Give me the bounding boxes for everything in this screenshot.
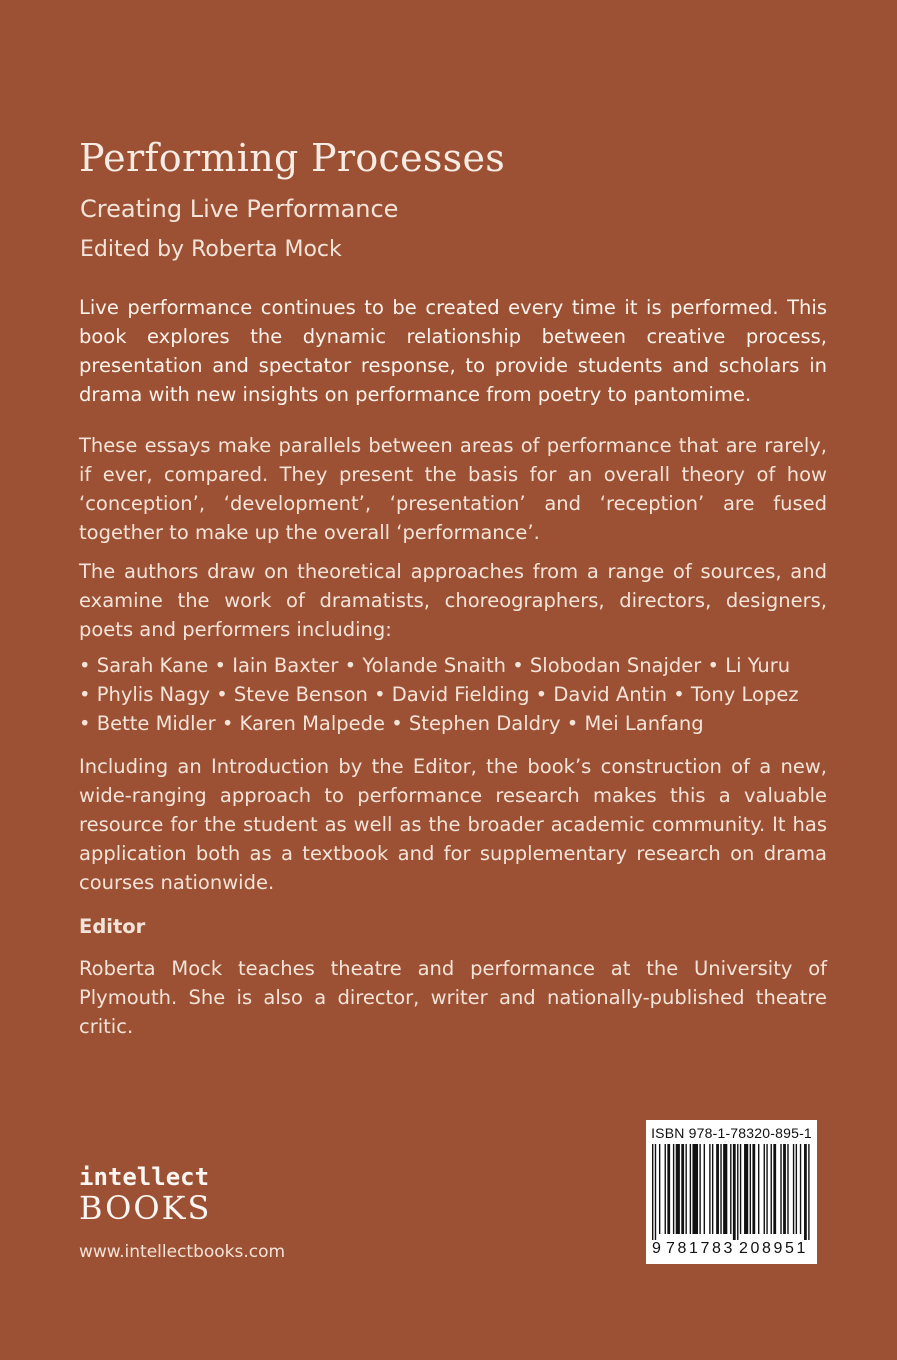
barcode-bar <box>709 1144 710 1234</box>
isbn-digits-group-1: 781783 <box>666 1240 735 1257</box>
barcode-bar <box>737 1144 738 1240</box>
barcode-bar <box>720 1144 721 1234</box>
barcode-bar <box>655 1144 656 1240</box>
contributor-name: • Yolande Snaith <box>345 654 513 677</box>
barcode-bar <box>773 1144 776 1234</box>
barcode-bar <box>783 1144 786 1234</box>
barcode-bar <box>780 1144 781 1234</box>
barcode-bar <box>733 1144 736 1240</box>
contributor-name: • David Antin <box>536 683 674 706</box>
publisher-url: www.intellectbooks.com <box>79 1242 286 1262</box>
isbn-label: ISBN 978-1-78320-895-1 <box>651 1125 812 1141</box>
editor-bio: Roberta Mock teaches theatre and performance at the University of Plymouth. She is also a director, writer and nationally-published theatre critic. <box>79 957 827 1038</box>
isbn-digit-first: 9 <box>652 1240 661 1257</box>
isbn-digits-group-2: 208951 <box>739 1240 808 1257</box>
blurb-paragraph-2: These essays make parallels between areas of performance that are rarely, if ever, compared. They present the basis for an overall theory of how ‘conception’, ‘development’, ‘presentation’ and ‘reception’ are fused together to make up the overall ‘performance’. <box>79 434 827 544</box>
barcode-bar <box>787 1144 788 1234</box>
blurb-paragraph-4: Including an Introduction by the Editor, the book’s construction of a new, wide-ranging approach to performance research makes this a valuable resource for the student as well as the broader academic community. It has application both as a textbook and for supplementary research on drama courses nationwide. <box>79 755 827 894</box>
blurb-paragraph-3: The authors draw on theoretical approaches from a range of sources, and examine the work of dramatists, choreographers, directors, designers, poets and performers including: <box>79 560 827 641</box>
barcode-bar <box>667 1144 670 1234</box>
barcode-bar <box>804 1144 807 1240</box>
contributor-name: • Iain Baxter <box>215 654 345 677</box>
editor-heading: Editor <box>79 915 146 938</box>
barcode-bar <box>704 1144 705 1234</box>
barcode-bar <box>690 1144 691 1234</box>
barcode-bar <box>771 1144 772 1234</box>
barcode-bar <box>692 1144 698 1234</box>
edited-by: Edited by Roberta Mock <box>80 237 342 262</box>
barcode-bar <box>744 1144 748 1234</box>
barcode-bar <box>752 1144 755 1234</box>
barcode-bar <box>758 1144 759 1234</box>
publisher-name-bottom: BOOKS <box>79 1189 212 1227</box>
contributor-name: • Li Yuru <box>708 654 791 677</box>
contributor-name: • Slobodan Snajder <box>512 654 707 677</box>
barcode-bar <box>681 1144 684 1234</box>
contributor-name: • Stephen Daldry <box>391 712 567 735</box>
barcode-bar <box>764 1144 765 1234</box>
barcode-bar <box>712 1144 713 1234</box>
barcode-bar <box>665 1144 666 1234</box>
contributor-name: • Phylis Nagy <box>79 683 216 706</box>
barcode-bar <box>793 1144 794 1234</box>
contributor-name: • Tony Lopez <box>673 683 798 706</box>
barcode-bar <box>676 1144 680 1234</box>
contributor-list <box>79 651 827 738</box>
barcode-bar <box>659 1144 660 1234</box>
barcode-bar <box>685 1144 686 1234</box>
barcode-bar <box>808 1144 809 1240</box>
contributor-name: • Steve Benson <box>216 683 374 706</box>
barcode-bar <box>723 1144 727 1234</box>
contributor-name: • Sarah Kane <box>79 654 215 677</box>
barcode-bar <box>730 1144 731 1234</box>
contributor-name: • Bette Midler <box>79 712 222 735</box>
barcode-bar <box>750 1144 751 1234</box>
book-title: Performing Processes <box>79 136 506 180</box>
book-subtitle: Creating Live Performance <box>80 195 399 223</box>
barcode-bar <box>800 1144 801 1234</box>
barcode-bar <box>796 1144 797 1234</box>
barcode-bar <box>740 1144 741 1234</box>
barcode-bar <box>716 1144 719 1234</box>
barcode-bar <box>766 1144 767 1234</box>
barcode-bars <box>652 1144 811 1240</box>
publisher-name-top: intellect <box>79 1163 210 1191</box>
contributor-name: • Karen Malpede <box>222 712 391 735</box>
barcode-bar <box>673 1144 674 1234</box>
publisher-logo <box>79 1163 211 1225</box>
contributor-name: • David Fielding <box>374 683 536 706</box>
isbn-barcode <box>646 1120 817 1264</box>
barcode-bar <box>699 1144 700 1234</box>
barcode-bar <box>652 1144 653 1240</box>
blurb-lead-paragraph: Live performance continues to be created every time it is performed. This book explores the dynamic relationship between creative process, presentation and spectator response, to provide students and scholars in drama with new insights on performance from poetry to pantomime. <box>79 296 827 406</box>
contributor-name: • Mei Lanfang <box>567 712 704 735</box>
